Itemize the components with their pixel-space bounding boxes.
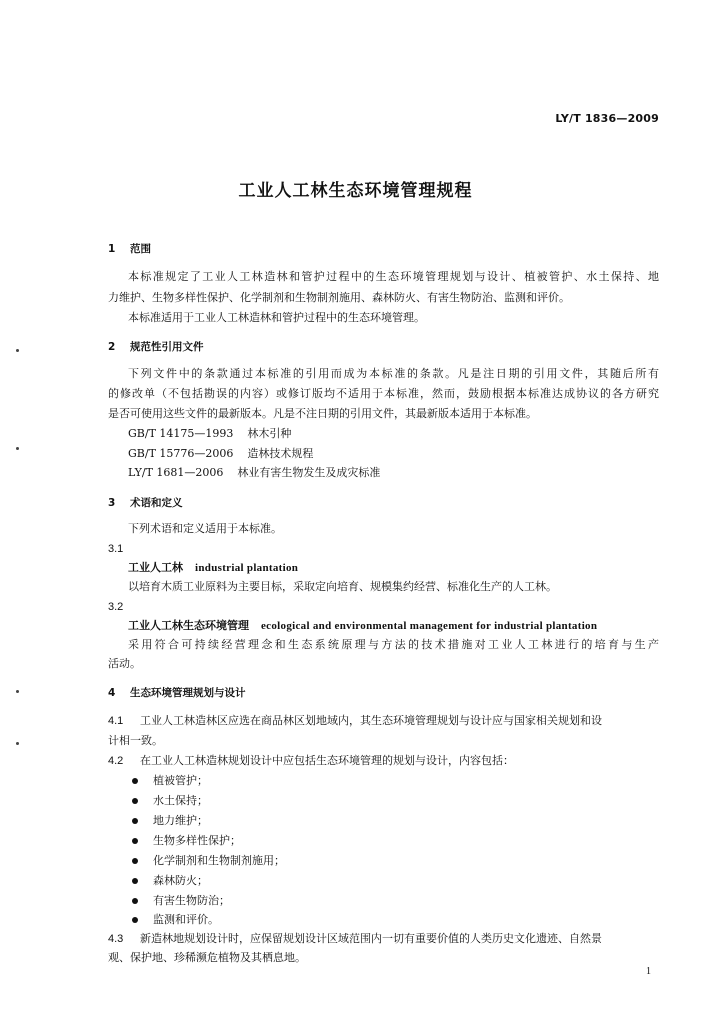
term-definition: 活动。 [108, 657, 141, 670]
bullet-icon [132, 858, 138, 864]
bullet-icon [132, 898, 138, 904]
list-item: 地力维护； [153, 814, 208, 827]
clause-text-line: 观、保护地、珍稀濒危植物及其栖息地。 [108, 951, 306, 964]
reference-code: GB/T 15776—2006 [128, 447, 234, 460]
section-number: 2 [108, 341, 116, 353]
term-chinese: 工业人工林生态环境管理 [128, 619, 249, 632]
list-item: 水土保持； [153, 794, 208, 807]
clause-4-2 [108, 754, 514, 768]
standard-code: LY/T 1836—2009 [555, 112, 659, 125]
clause-number: 4.1 [108, 715, 124, 727]
reference-item [128, 427, 291, 441]
reference-code: LY/T 1681—2006 [128, 466, 224, 479]
reference-name: 林业有害生物发生及成灾标准 [237, 466, 381, 479]
term-definition: 采用符合可持续经营理念和生态系统原理与方法的技术措施对工业人工林进行的培育与生产 [128, 638, 659, 651]
scan-speck [16, 349, 19, 352]
term-definition: 以培育木质工业原料为主要目标，采取定向培育、规模集约经营、标准化生产的人工林。 [128, 580, 557, 593]
scan-speck [16, 690, 19, 693]
clause-text-line: 计相一致。 [108, 734, 163, 747]
term-number: 3.1 [108, 543, 124, 555]
term-entry [128, 561, 298, 575]
scan-speck [16, 447, 19, 450]
section-2-heading [108, 340, 204, 354]
reference-name: 造林技术规程 [247, 447, 314, 460]
reference-name: 林木引种 [247, 427, 292, 440]
clause-text: 新造林地规划设计时，应保留规划设计区域范围内一切有重要价值的人类历史文化遗迹、自然景 [140, 932, 602, 945]
term-english: ecological and environmental management for industrial plantation [261, 620, 598, 632]
paragraph-line: 力维护、生物多样性保护、化学制剂和生物制剂施用、森林防火、有害生物防治、监测和评价。 [108, 291, 570, 304]
section-number: 3 [108, 497, 116, 509]
clause-text: 在工业人工林造林规划设计中应包括生态环境管理的规划与设计，内容包括： [140, 754, 514, 767]
bullet-icon [132, 778, 138, 784]
section-3-heading [108, 496, 183, 510]
list-item: 监测和评价。 [153, 913, 219, 926]
bullet-icon [132, 917, 138, 923]
list-item: 森林防火； [153, 874, 208, 887]
term-entry [128, 619, 597, 633]
bullet-icon [132, 838, 138, 844]
section-title: 规范性引用文件 [130, 341, 204, 353]
section-title: 范围 [130, 243, 151, 255]
document-title: 工业人工林生态环境管理规程 [238, 181, 473, 201]
clause-4-1 [108, 714, 659, 728]
section-number: 1 [108, 243, 116, 255]
reference-code: GB/T 14175—1993 [128, 427, 234, 440]
term-english: industrial plantation [195, 562, 299, 574]
paragraph-line: 本标准规定了工业人工林造林和管护过程中的生态环境管理规划与设计、植被管护、水土保持、地 [128, 270, 659, 283]
term-number: 3.2 [108, 601, 124, 613]
paragraph-line: 是否可使用这些文件的最新版本。凡是不注日期的引用文件，其最新版本适用于本标准。 [108, 407, 537, 420]
clause-number: 4.3 [108, 933, 124, 945]
list-item: 化学制剂和生物制剂施用； [153, 854, 285, 867]
reference-item [128, 447, 313, 461]
section-4-heading [108, 686, 246, 700]
clause-number: 4.2 [108, 755, 124, 767]
section-title: 术语和定义 [130, 497, 183, 509]
scan-speck [16, 742, 19, 745]
term-chinese: 工业人工林 [128, 561, 183, 574]
clause-4-3 [108, 932, 659, 946]
bullet-icon [132, 818, 138, 824]
section-number: 4 [108, 687, 116, 699]
section-1-heading [108, 242, 151, 256]
clause-text: 工业人工林造林区应选在商品林区划地域内，其生态环境管理规划与设计应与国家相关规划和设 [140, 714, 602, 727]
section-title: 生态环境管理规划与设计 [130, 687, 246, 699]
bullet-icon [132, 878, 138, 884]
paragraph-line: 的修改单（不包括勘误的内容）或修订版均不适用于本标准，然而，鼓励根据本标准达成协议的各方研究 [108, 387, 659, 400]
bullet-icon [132, 798, 138, 804]
reference-item [128, 466, 380, 480]
list-item: 有害生物防治； [153, 894, 230, 907]
paragraph-line: 下列术语和定义适用于本标准。 [128, 522, 282, 535]
paragraph-line: 下列文件中的条款通过本标准的引用而成为本标准的条款。凡是注日期的引用文件，其随后所有 [128, 367, 659, 380]
list-item: 植被管护； [153, 774, 208, 787]
page-number: 1 [646, 966, 651, 977]
paragraph-line: 本标准适用于工业人工林造林和管护过程中的生态环境管理。 [128, 311, 425, 324]
list-item: 生物多样性保护； [153, 834, 241, 847]
